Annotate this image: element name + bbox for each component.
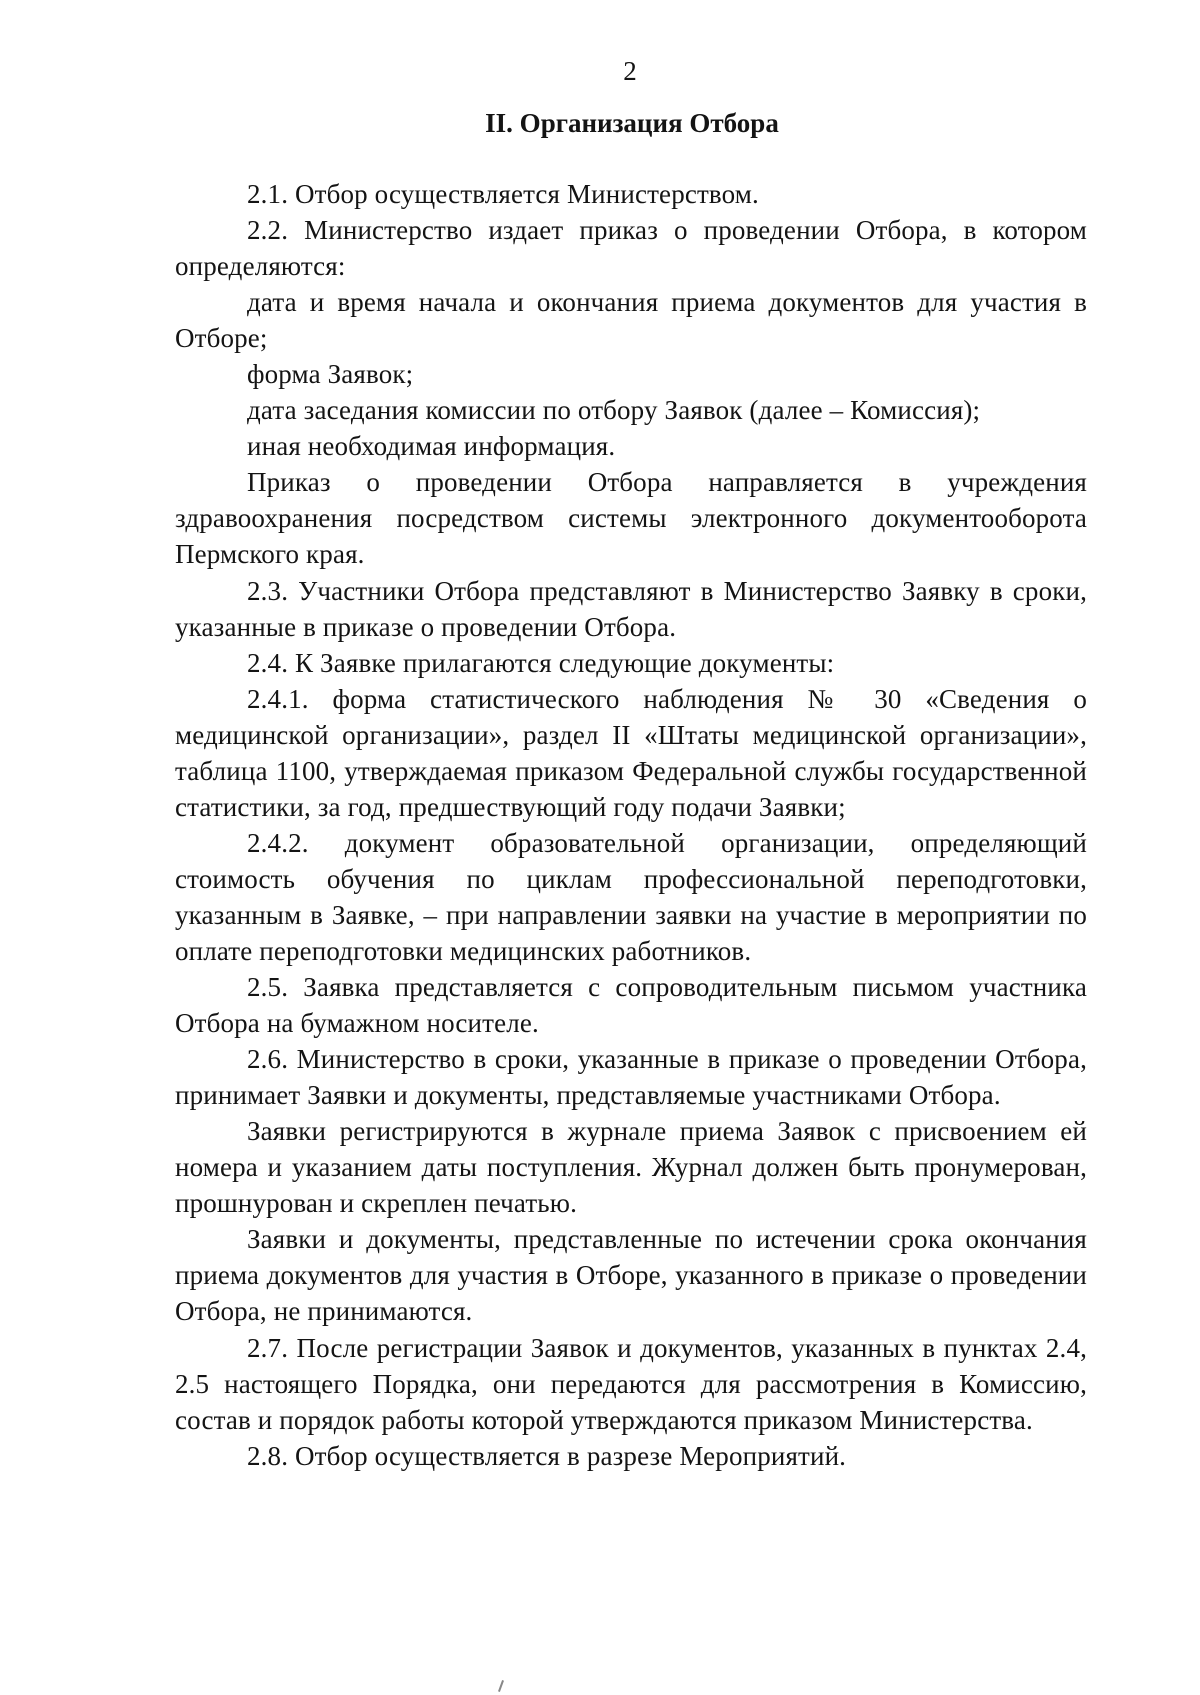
document-body [175, 176, 1087, 1474]
paragraph-2-8: 2.8. Отбор осуществляется в разрезе Мероприятий. [247, 1440, 847, 1471]
paragraph-2-6: 2.6. Министерство в сроки, указанные в приказе о проведении Отбора, принимает Заявки и документы, представляемые участниками Отбора. [175, 1044, 1087, 1111]
section-heading: II. Организация Отбора [485, 108, 779, 138]
scan-mark [498, 1680, 504, 1692]
list-item-form: форма Заявок; [247, 359, 414, 390]
paragraph-2-4: 2.4. К Заявке прилагаются следующие документы: [247, 647, 835, 678]
paragraph-2-2: 2.2. Министерство издает приказ о проведении Отбора, в котором определяются: [175, 215, 1087, 282]
paragraph-2-4-2: 2.4.2. документ образовательной организации, определяющий стоимость обучения по циклам профессиональной переподготовки, указанным в Заявке, – при направлении заявки на участие в мероприятии по оплате переподготовки медицинских работников. [175, 827, 1087, 966]
paragraph-2-4-1: 2.4.1. форма статистического наблюдения № 30 «Сведения о медицинской организации», раздел II «Штаты медицинской организации», таблица 1100, утверждаемая приказом Федеральной службы государственной статистики, за год, предшествующий году подачи Заявки; [175, 683, 1087, 822]
page-number: 2 [623, 56, 637, 86]
list-item-dates: дата и время начала и окончания приема документов для участия в Отборе; [175, 287, 1087, 354]
list-item-other-info: иная необходимая информация. [247, 431, 616, 462]
paragraph-2-1: 2.1. Отбор осуществляется Министерством. [247, 179, 759, 209]
paragraph-order-distribution: Приказ о проведении Отбора направляется в учреждения здравоохранения посредством системы электронного документооборота Пермского края. [175, 467, 1087, 570]
list-item-commission: дата заседания комиссии по отбору Заявок (далее – Комиссия); [247, 395, 981, 426]
paragraph-late-submissions: Заявки и документы, представленные по истечении срока окончания приема документов для участия в Отборе, указанного в приказе о проведении Отбора, не принимаются. [175, 1224, 1087, 1327]
paragraph-registration: Заявки регистрируются в журнале приема Заявок с присвоением ей номера и указанием даты поступления. Журнал должен быть пронумерован, прошнурован и скреплен печатью. [175, 1116, 1087, 1219]
paragraph-2-3: 2.3. Участники Отбора представляют в Министерство Заявку в сроки, указанные в приказе о проведении Отбора. [175, 575, 1087, 642]
paragraph-2-7: 2.7. После регистрации Заявок и документов, указанных в пунктах 2.4, 2.5 настоящего Порядка, они передаются для рассмотрения в Комиссию, состав и порядок работы которой утверждаются приказом Министерства. [175, 1332, 1087, 1435]
paragraph-2-5: 2.5. Заявка представляется с сопроводительным письмом участника Отбора на бумажном носителе. [175, 972, 1087, 1039]
